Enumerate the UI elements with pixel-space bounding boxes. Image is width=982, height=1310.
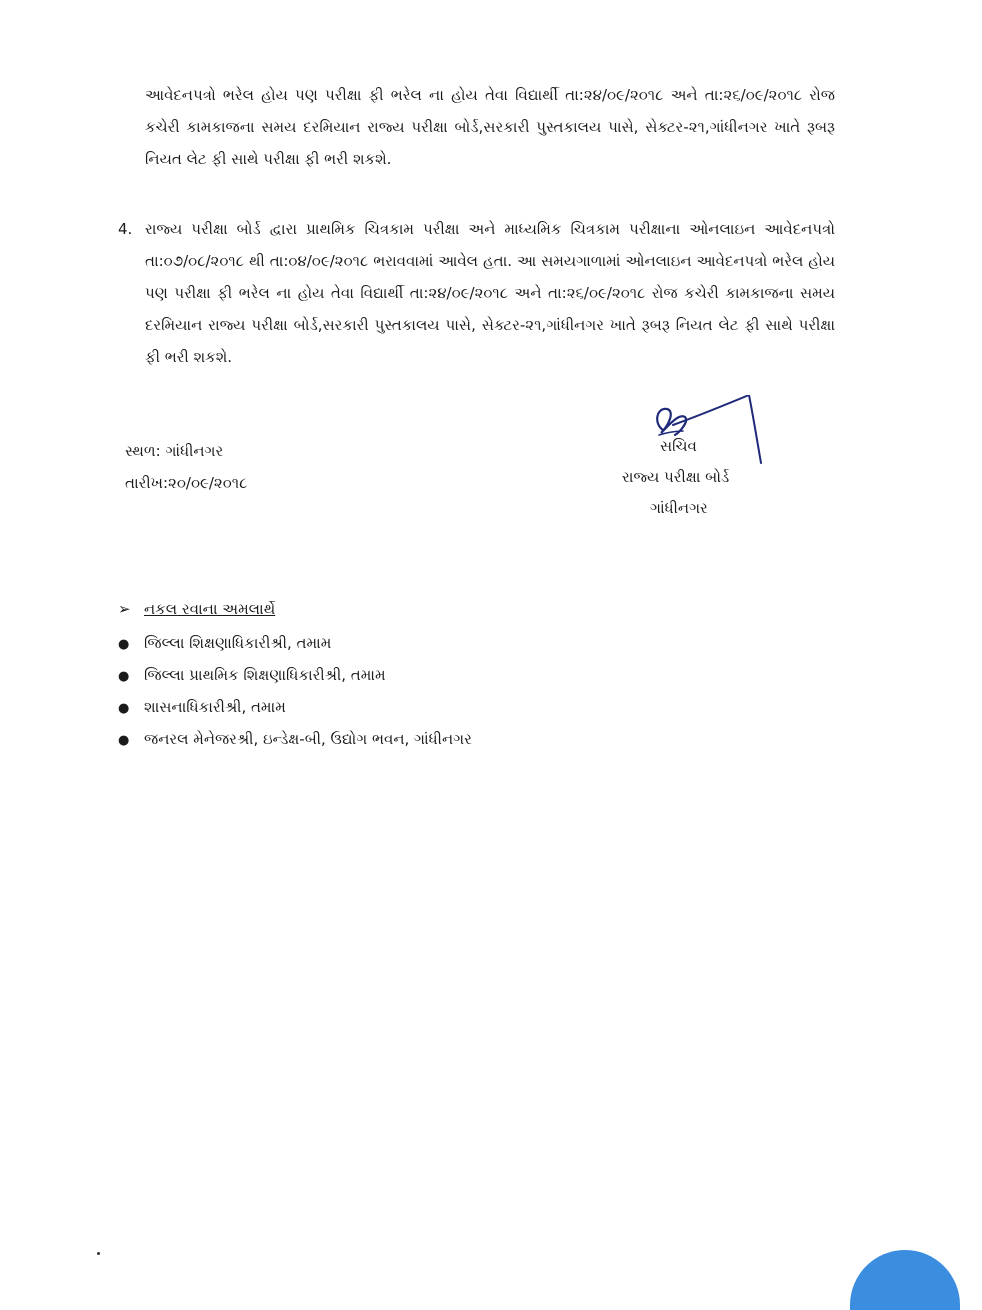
recipient-text: જનરલ મેનેજરશ્રી, ઇન્ડેક્ષ-બી, ઉદ્યોગ ભવન, ગાંધીનગર: [144, 730, 472, 748]
corner-accent: [850, 1250, 960, 1310]
bullet-icon: ●: [118, 701, 130, 716]
place-line: સ્થળ: ગાંધીનગર: [125, 442, 224, 460]
recipient-text: જિલ્લા પ્રાથમિક શિક્ષણાધિકારીશ્રી, તમામ: [144, 666, 386, 684]
recipient-text: જિલ્લા શિક્ષણાધિકારીશ્રી, તમામ: [144, 634, 332, 652]
recipient-text: શાસનાધિકારીશ્રી, તમામ: [144, 698, 286, 716]
bullet-icon: ●: [118, 733, 130, 748]
copy-to-title: નકલ રવાના અમલાર્થે: [144, 600, 276, 618]
arrow-bullet-icon: ➢: [118, 600, 131, 618]
bullet-icon: ●: [118, 669, 130, 684]
signature-block: [600, 395, 800, 535]
signatory-organization: રાજ્ય પરીક્ષા બોર્ડ: [622, 468, 730, 486]
item-4-paragraph: રાજ્ય પરીક્ષા બોર્ડ દ્વારા પ્રાથમિક ચિત્રકામ પરીક્ષા અને માધ્યમિક ચિત્રકામ પરીક્ષાના ઓનલાઇન આવેદનપત્રો તા:૦૭/૦૮/૨૦૧૮ થી તા:૦૪/૦૯/૨૦૧૮ ભરાવવામાં આવેલ હતા. આ સમયગાળામાં ઓનલાઇન આવેદનપત્રો ભરેલ હોય પણ પરીક્ષા ફી ભરેલ ના હોય તેવા વિદ્યાર્થી તા:૨૪/૦૯/૨૦૧૮ અને તા:૨૬/૦૯/૨૦૧૮ રોજ કચેરી કામકાજના સમય દરમિયાન રાજ્ય પરીક્ષા બોર્ડ,સરકારી પુસ્તકાલય પાસે, સેક્ટર-૨૧,ગાંધીનગર ખાતે રૂબરૂ નિયત લેટ ફી સાથે પરીક્ષા ફી ભરી શકશે.: [145, 220, 835, 366]
scan-artifact: [97, 1252, 100, 1255]
signatory-designation: સચિવ: [660, 437, 697, 455]
bullet-icon: ●: [118, 637, 130, 652]
paragraph-continuation: આવેદનપત્રો ભરેલ હોય પણ પરીક્ષા ફી ભરેલ ના હોય તેવા વિદ્યાર્થી તા:૨૪/૦૯/૨૦૧૮ અને તા:૨૬/૦૯/૨૦૧૮ રોજ કચેરી કામકાજના સમય દરમિયાન રાજ્ય પરીક્ષા બોર્ડ,સરકારી પુસ્તકાલય પાસે, સેક્ટર-૨૧,ગાંધીનગર ખાતે રૂબરૂ નિયત લેટ ફી સાથે પરીક્ષા ફી ભરી શકશે.: [145, 86, 835, 168]
item-number: 4.: [118, 220, 133, 238]
date-line: તારીખ:૨૦/૦૯/૨૦૧૮: [125, 474, 248, 492]
list-item: [118, 692, 472, 724]
recipient-list: [118, 628, 472, 756]
signatory-city: ગાંધીનગર: [650, 499, 708, 517]
list-item: [118, 628, 472, 660]
copy-to-heading: [118, 598, 275, 620]
list-item: [118, 660, 472, 692]
list-item: [118, 724, 472, 756]
